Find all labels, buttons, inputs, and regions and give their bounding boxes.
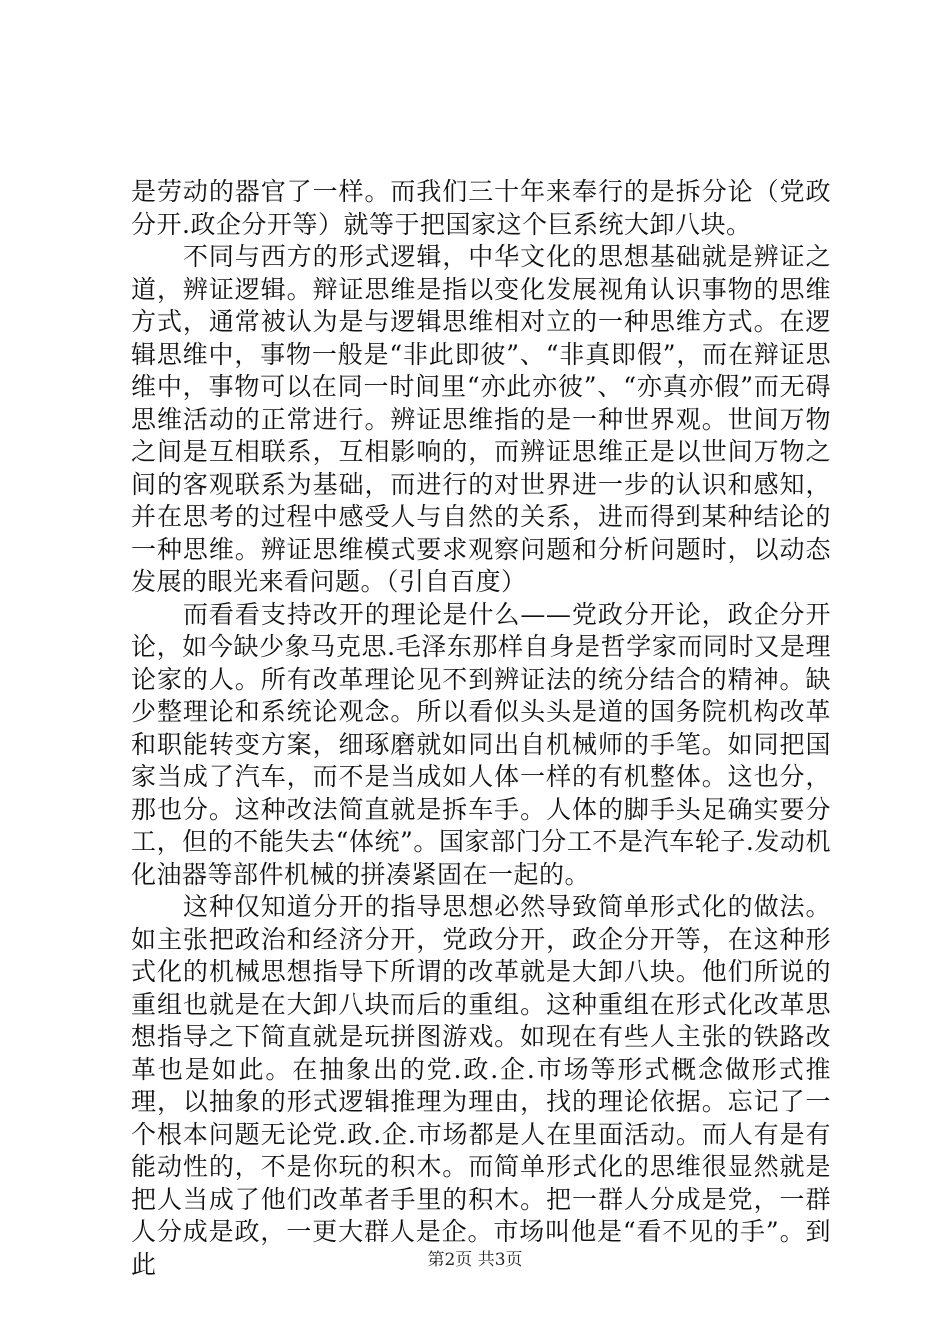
paragraph-dialectics: 不同与西方的形式逻辑，中华文化的思想基础就是辨证之道，辨证逻辑。辩证思维是指以变化发展视角认识事物的思维方式，通常被认为是与逻辑思维相对立的一种思维方式。在逻辑思维中，事物一般是“非此即彼”、“非真即假”，而在辩证思维中，事物可以在同一时间里“亦此亦彼”、“亦真亦假”而无碍思维活动的正常进行。辨证思维指的是一种世界观。世间万物之间是互相联系，互相影响的，而辨证思维正是以世间万物之间的客观联系为基础，而进行的对世界进一步的认识和感知，并在思考的过程中感受人与自然的关系，进而得到某种结论的一种思维。辨证思维模式要求观察问题和分析问题时，以动态发展的眼光来看问题。（引自百度） [131, 242, 831, 596]
paragraph-formalism: 这种仅知道分开的指导思想必然导致简单形式化的做法。如主张把政治和经济分开，党政分开，政企分开等，在这种形式化的机械思想指导下所谓的改革就是大卸八块。他们所说的重组也就是在大卸八块而后的重组。这种重组在形式化改革思想指导之下简直就是玩拼图游戏。如现在有些人主张的铁路改革也是如此。在抽象出的党.政.企.市场等形式概念做形式推理，以抽象的形式逻辑推理为理由，找的理论依据。忘记了一个根本问题无论党.政.企.市场都是人在里面活动。而人有是有能动性的，不是你玩的积木。而简单形式化的思维很显然就是把人当成了他们改革者手里的积木。把一群人分成是党，一群人分成是政，一更大群人是企。市场叫他是“看不见的手”。到此 [131, 892, 831, 1279]
document-body [131, 176, 831, 1281]
paragraph-reform-theory: 而看看支持改开的理论是什么——党政分开论，政企分开论，如今缺少象马克思.毛泽东那样自身是哲学家而同时又是理论家的人。所有改革理论见不到辨证法的统分结合的精神。缺少整理论和系统论观念。所以看似头头是道的国务院机构改革和职能转变方案，细琢磨就如同出自机械师的手笔。如同把国家当成了汽车，而不是当成如人体一样的有机整体。这也分，那也分。这种改法简直就是拆车手。人体的脚手头足确实要分工，但的不能失去“体统”。国家部门分工不是汽车轮子.发动机化油器等部件机械的拼凑紧固在一起的。 [131, 599, 831, 889]
page-footer: 第2页 共3页 [427, 1250, 523, 1270]
paragraph-continuation: 是劳动的器官了一样。而我们三十年来奉行的是拆分论（党政分开.政企分开等）就等于把国家这个巨系统大卸八块。 [131, 177, 831, 239]
